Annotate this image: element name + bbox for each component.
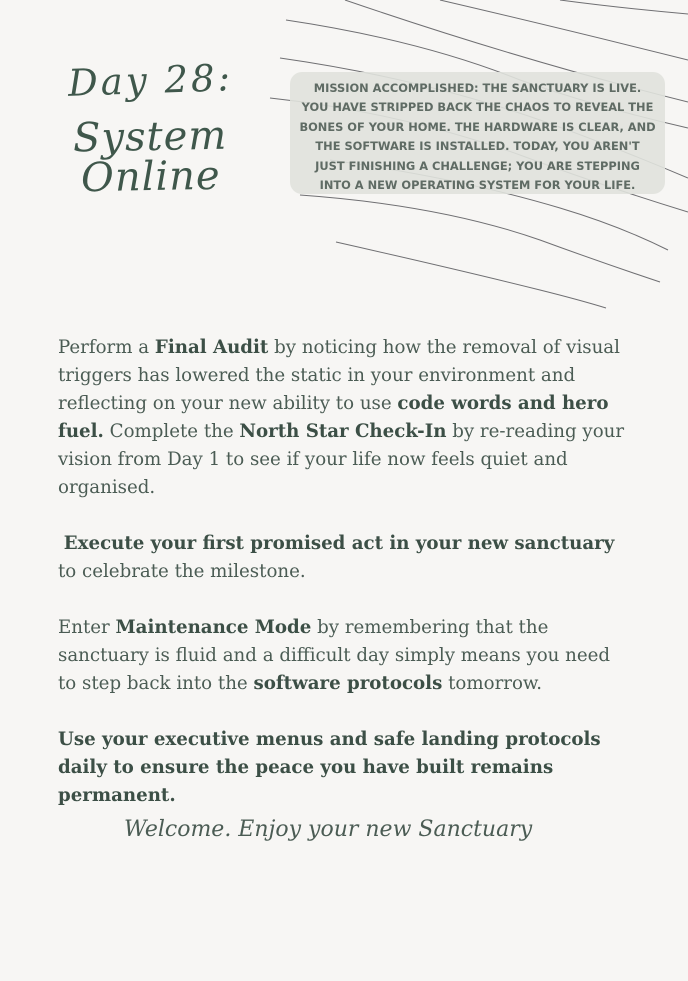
bold-code-words: code words and hero fuel. [58, 393, 609, 442]
wave-line [300, 195, 660, 282]
bold-software-protocols: software protocols [253, 673, 443, 694]
mission-summary-box [290, 72, 665, 194]
text-run: Perform a [58, 337, 155, 358]
mission-line: MISSION ACCOMPLISHED: THE SANCTUARY IS LIVE. [313, 81, 642, 95]
text-run: Enter [58, 617, 116, 638]
bold-daily-use: Use your executive menus and safe landing protocols daily to ensure the peace you have built remains permanent. [58, 729, 601, 806]
text-run: by noticing how the removal of visual triggers has lowered the static in your environment and reflecting on your new ability to use [58, 337, 620, 414]
wave-line [440, 0, 688, 60]
text-run: Complete the [103, 421, 240, 442]
page-title [18, 56, 283, 202]
wave-line [336, 242, 606, 308]
title-subtitle: System Online [72, 112, 228, 202]
wave-line [560, 0, 688, 14]
instructions-body [58, 334, 633, 838]
paragraph-execute [58, 530, 633, 586]
closing-line: Welcome. Enjoy your new Sanctuary [124, 817, 533, 842]
text-run: tomorrow. [442, 673, 543, 694]
paragraph-maintenance [58, 614, 633, 698]
mission-line: BONES OF YOUR HOME. THE HARDWARE IS CLEAR, AND [299, 119, 656, 134]
bold-execute: Execute your first promised act in your new sanctuary [63, 533, 615, 554]
mission-line: INTO A NEW OPERATING SYSTEM FOR YOUR LIFE. [319, 178, 636, 193]
title-day: Day 28: [67, 56, 234, 105]
text-run: to celebrate the milestone. [58, 561, 306, 582]
bold-maintenance-mode: Maintenance Mode [115, 617, 312, 638]
mission-line: JUST FINISHING A CHALLENGE; YOU ARE STEPPING [315, 158, 640, 173]
text-run: by remembering that the sanctuary is fluid and a difficult day simply means you need to step back into the [58, 617, 611, 694]
bold-final-audit: Final Audit [154, 337, 269, 358]
paragraph-final-audit [58, 334, 633, 502]
mission-line: YOU HAVE STRIPPED BACK THE CHAOS TO REVEAL THE [301, 100, 654, 115]
paragraph-daily [58, 726, 633, 810]
mission-line: THE SOFTWARE IS INSTALLED. TODAY, YOU AREN'T [315, 139, 640, 154]
bold-north-star: North Star Check-In [239, 421, 447, 442]
text-run: by re-reading your vision from Day 1 to see if your life now feels quiet and organised. [58, 421, 625, 498]
